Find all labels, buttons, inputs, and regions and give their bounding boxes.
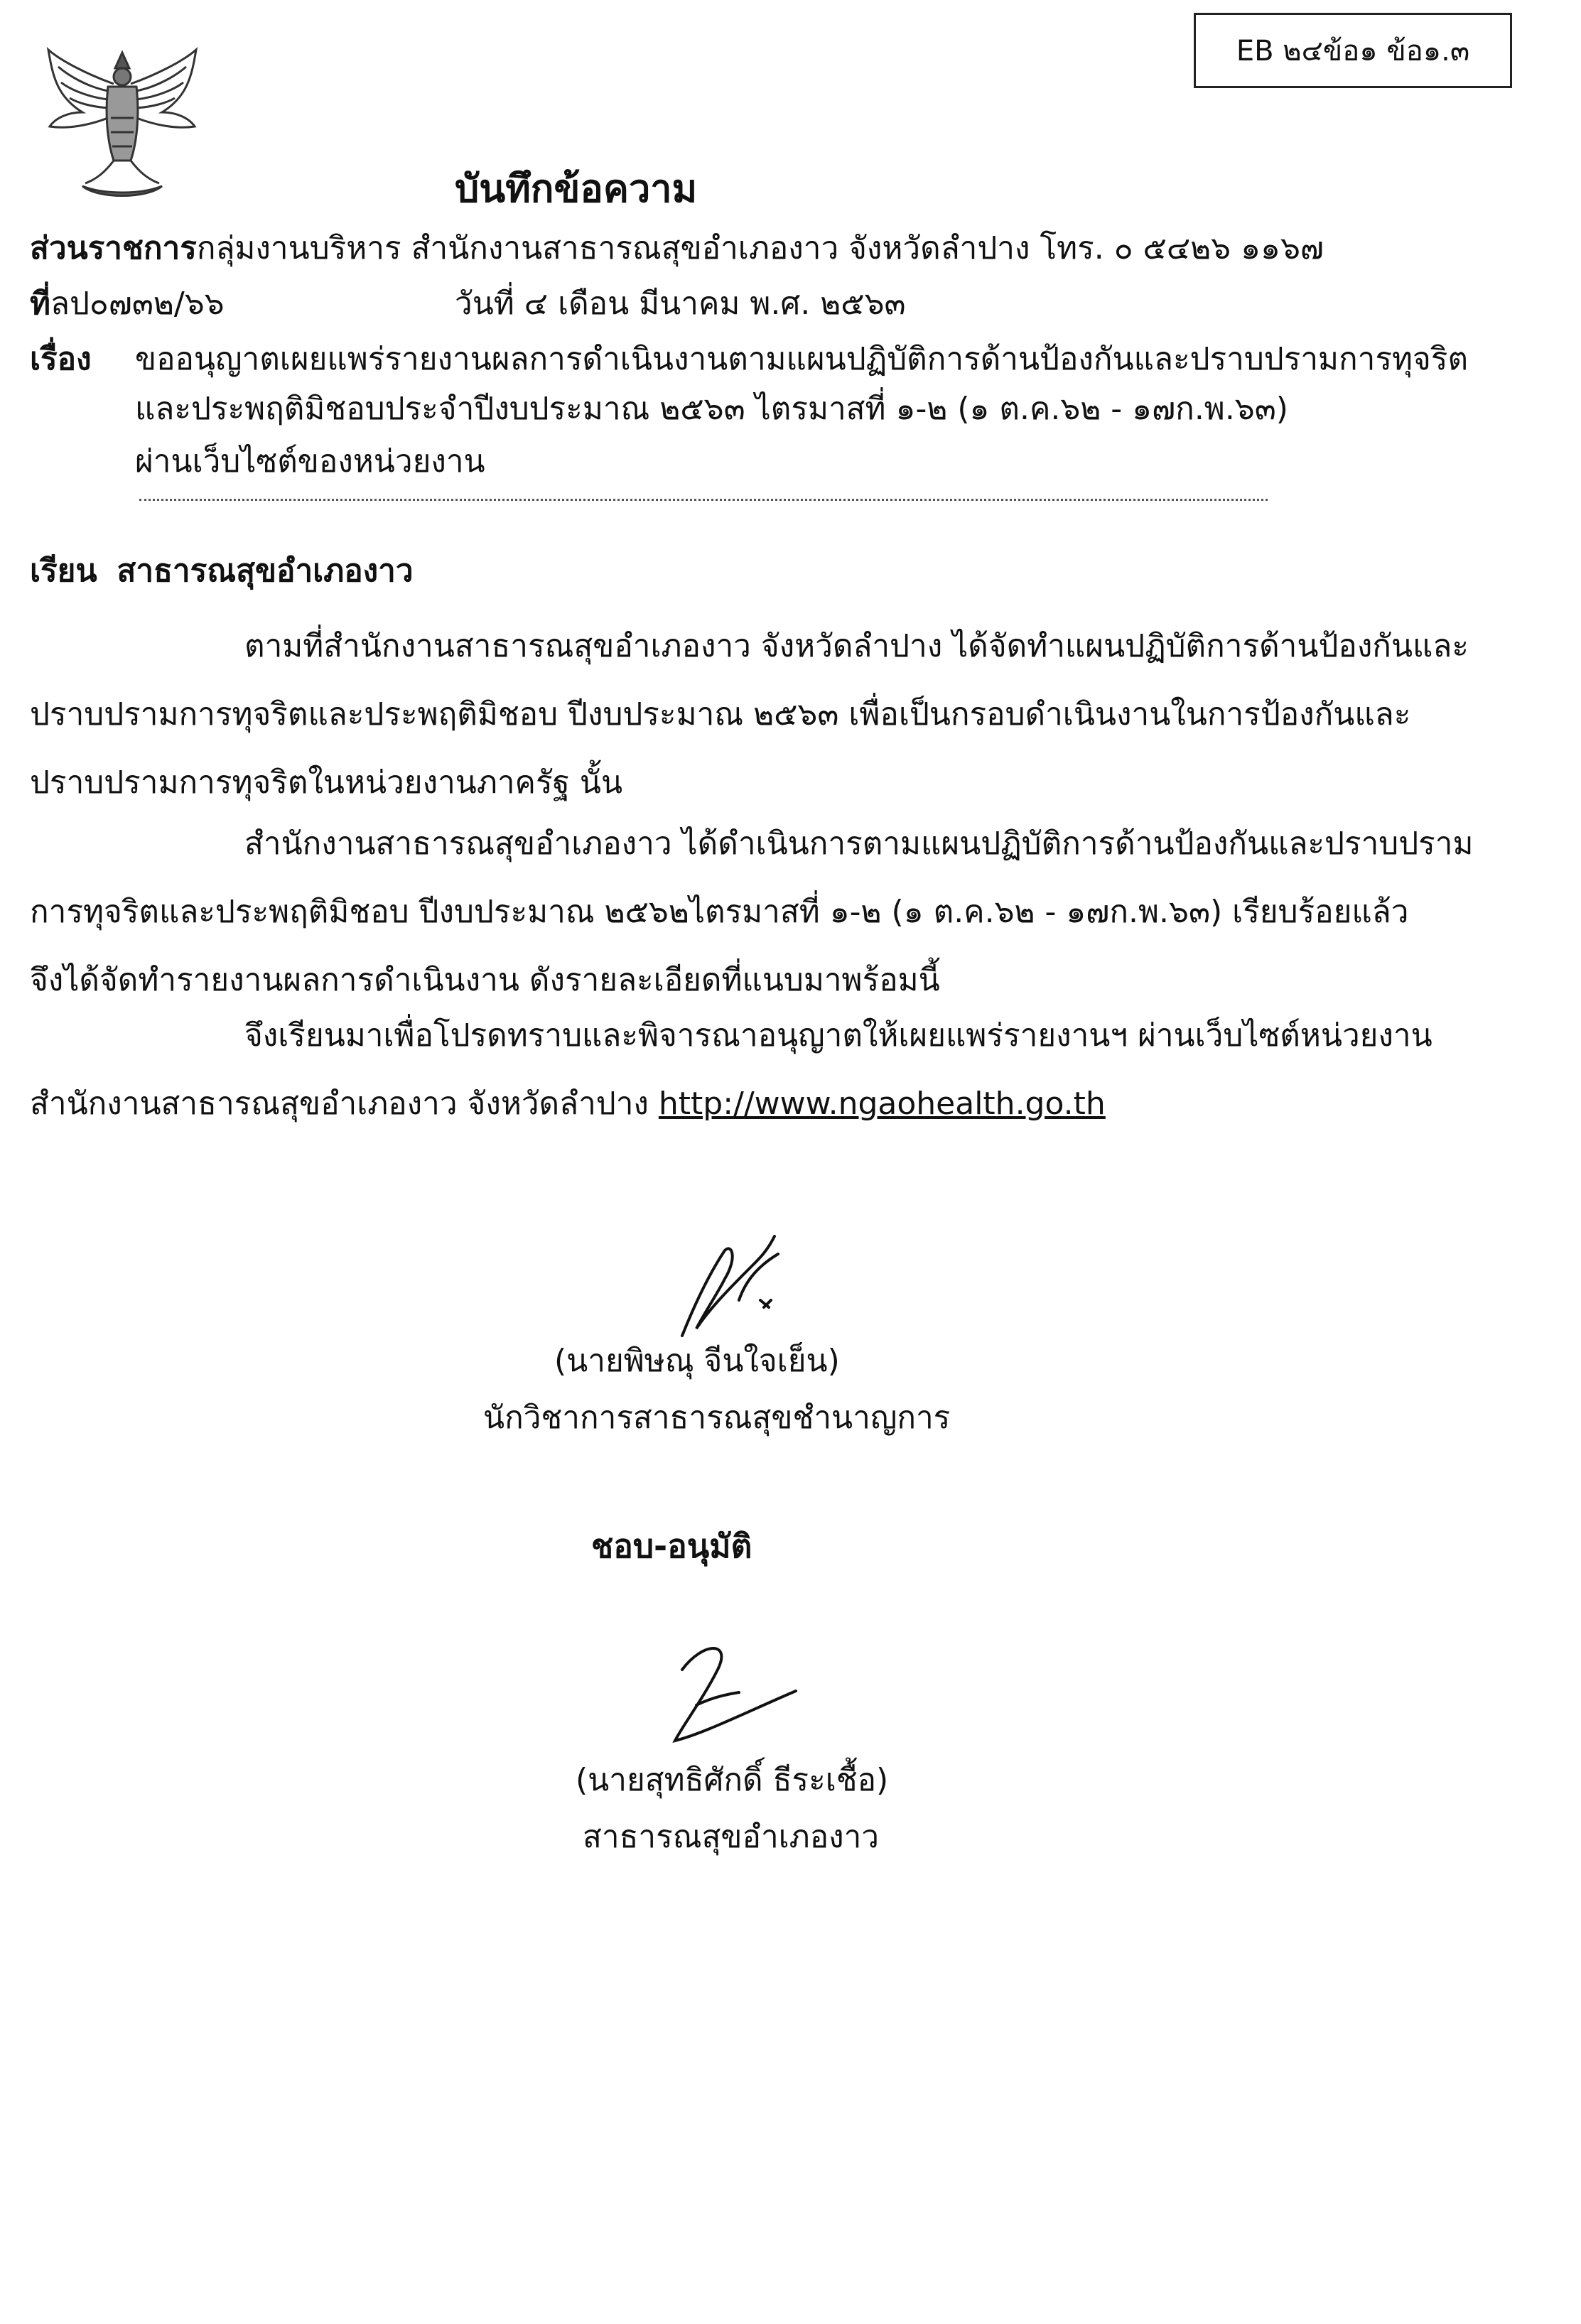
paragraph-3-line-2 — [30, 1070, 1415, 1138]
signer-2-name: (นายสุทธิศักดิ์ ธีระเชื้อ) — [576, 1762, 889, 1798]
agency-value: กลุ่มงานบริหาร สำนักงานสาธารณสุขอำเภองาว จังหวัดลำปาง โทร. ๐ ๕๔๒๖ ๑๑๖๗ — [196, 230, 1324, 266]
salutation — [30, 546, 414, 595]
garuda-emblem-icon — [40, 47, 205, 203]
paragraph-2-line-1: สำนักงานสาธารณสุขอำเภองาว ได้ดำเนินการตามแผนปฏิบัติการด้านป้องกันและปราบปราม — [244, 826, 1474, 862]
paragraph-2 — [30, 810, 1474, 1015]
paragraph-1-line-3: ปราบปรามการทุจริตในหน่วยงานภาครัฐ นั้น — [30, 764, 623, 801]
signature-2-icon — [654, 1627, 810, 1755]
paragraph-1-line-1: ตามที่สำนักงานสาธารณสุขอำเภองาว จังหวัดลำปาง ได้จัดทำแผนปฏิบัติการด้านป้องกันและ — [244, 628, 1469, 664]
approval-text: ชอบ-อนุมัติ — [591, 1527, 752, 1565]
paragraph-3 — [30, 1002, 1432, 1138]
paragraph-3-line-1: จึงเรียนมาเพื่อโปรดทราบและพิจารณาอนุญาตให้เผยแพร่รายงานฯ ผ่านเว็บไซต์หน่วยงาน — [244, 1017, 1432, 1054]
subject-label: เรื่อง — [30, 341, 92, 377]
signature-1-icon — [654, 1222, 810, 1350]
subject-divider — [139, 499, 1268, 501]
subject-line-3: ผ่านเว็บไซต์ของหน่วยงาน — [135, 443, 485, 480]
salutation-label: เรียน — [30, 553, 97, 589]
paragraph-2-line-2: การทุจริตและประพฤติมิชอบ ปีงบประมาณ ๒๕๖๒ไตรมาสที่ ๑-๒ (๑ ต.ค.๖๒ - ๑๗ก.พ.๖๓) เรียบร้อยแล้ว — [30, 894, 1409, 930]
date-line: วันที่ ๔ เดือน มีนาคม พ.ศ. ๒๕๖๓ — [455, 286, 906, 322]
paragraph-1 — [30, 612, 1469, 817]
ref-line — [30, 279, 225, 328]
paragraph-3-line-2-text: สำนักงานสาธารณสุขอำเภองาว จังหวัดลำปาง — [30, 1086, 659, 1122]
signer-2-position: สาธารณสุขอำเภองาว — [583, 1819, 880, 1855]
agency-label: ส่วนราชการ — [30, 230, 197, 266]
subject-line-1: ขออนุญาตเผยแพร่รายงานผลการดำเนินงานตามแผนปฏิบัติการด้านป้องกันและปราบปรามการทุจริต — [135, 341, 1469, 377]
signer-1-position: นักวิชาการสาธารณสุขชำนาญการ — [483, 1400, 951, 1436]
website-link[interactable]: http://www.ngaohealth.go.th — [658, 1086, 1106, 1122]
subject-line-2: และประพฤติมิชอบประจำปีงบประมาณ ๒๕๖๓ ไตรมาสที่ ๑-๒ (๑ ต.ค.๖๒ - ๑๗ก.พ.๖๓) — [135, 391, 1288, 427]
agency-line — [30, 223, 1324, 273]
memo-title: บันทึกข้อความ — [455, 166, 698, 211]
ref-label: ที่ — [30, 286, 51, 322]
reference-code-box — [1194, 13, 1512, 88]
reference-code: EB ๒๔ข้อ๑ ข้อ๑.๓ — [1236, 35, 1470, 67]
paragraph-2-line-3: จึงได้จัดทำรายงานผลการดำเนินงาน ดังรายละเอียดที่แนบมาพร้อมนี้ — [30, 962, 940, 998]
ref-value: ลป๐๗๓๒/๖๖ — [50, 286, 225, 322]
paragraph-1-line-2: ปราบปรามการทุจริตและประพฤติมิชอบ ปีงบประมาณ ๒๕๖๓ เพื่อเป็นกรอบดำเนินงานในการป้องกันและ — [30, 696, 1411, 733]
signer-1-name: (นายพิษณุ จีนใจเย็น) — [554, 1343, 840, 1379]
salutation-value: สาธารณสุขอำเภองาว — [117, 553, 414, 589]
